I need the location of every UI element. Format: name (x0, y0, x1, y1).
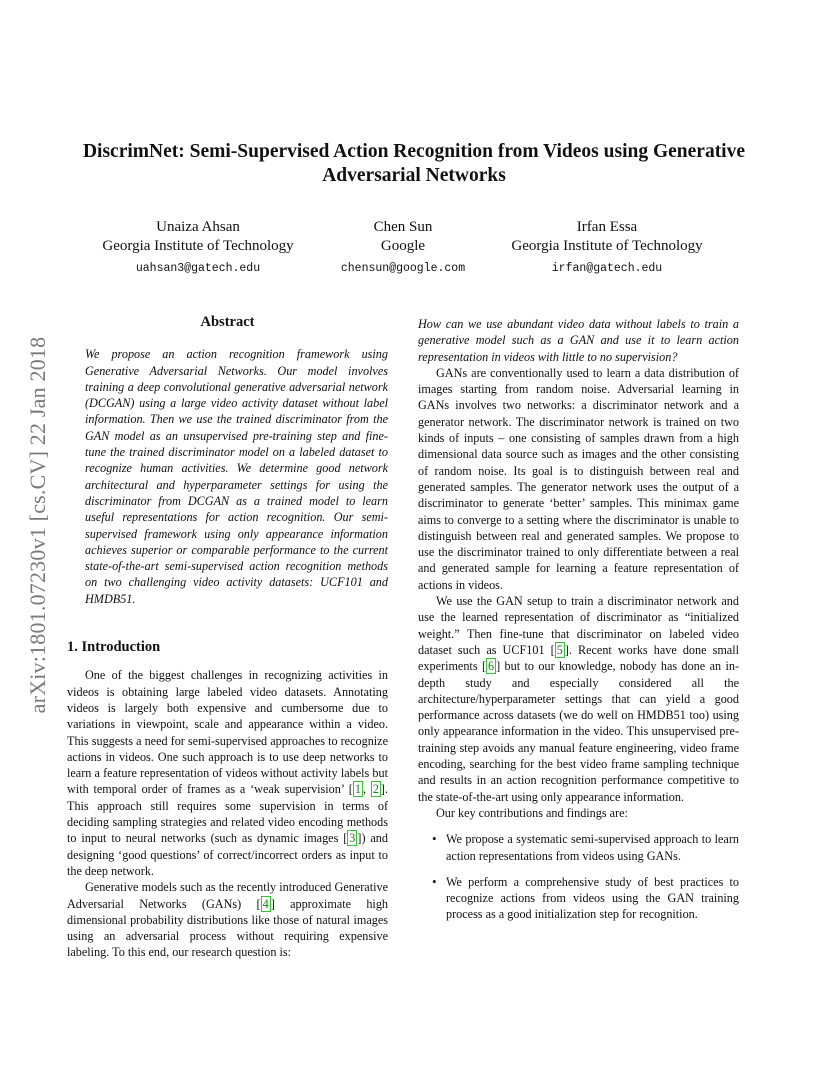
citation-link[interactable]: 6 (488, 659, 495, 674)
author-block (500, 218, 714, 278)
research-question: How can we use abundant video data without labels to train a generative model such as a GAN and use it to learn action representation in videos with little to no supervision? (418, 317, 739, 364)
list-item: • We perform a comprehensive study of best practices to recognize actions from videos using the GAN training process as a good initialization step for recognition. (446, 874, 739, 923)
arxiv-identifier-text: arXiv:1801.07230v1 [cs.CV] 22 Jan 2018 (25, 336, 50, 714)
author-affiliation: Georgia Institute of Technology (511, 238, 703, 254)
contributions-list (418, 831, 739, 922)
left-column (67, 314, 388, 961)
paragraph-text: ]. This approach still requires some supervision in terms of deciding sampling strategies and related video encoding methods to input to neural networks (such as dynamic images [ (67, 782, 389, 846)
paragraph-text: ]) and designing ‘good questions’ of correct/incorrect orders as input to the deep network. (67, 831, 388, 878)
author-email: uahsan3@gatech.edu (135, 262, 261, 275)
paragraph-text: We use the GAN setup to train a discriminator network and use the learned representation of discriminator as “initialized weight.” Then fine-tune that discriminator on labeled video dataset such as UCF101 [ (418, 594, 739, 657)
paragraph-text: ] approximate high dimensional probability distributions like those of natural images using an adversarial process without requiring expensive labeling. To this end, our research question is: (67, 896, 389, 960)
citation-link[interactable]: 5 (556, 642, 563, 657)
abstract-text: We propose an action recognition framework using Generative Adversarial Networks. Our model involves training a deep convolutional generative adversarial network (DCGAN) using a large video activity dataset without label information. Then we use the trained discriminator from the GAN model as an unsupervised pre-training step and fine-tune the trained discriminator model on a labeled dataset to recognize human activities. We determine good network architectural and hyperparameter settings for using the discriminator from DCGAN as a trained model to learn useful representations for action recognition. Our semi-supervised framework using only appearance information achieves superior or comparable performance to the current state-of-the-art semi-supervised action recognition methods on two challenging video activity datasets: UCF101 and HMDB51. (85, 347, 388, 606)
paragraph-text: ]. Recent works have done small experiments [ (418, 642, 739, 674)
author-affiliation: Georgia Institute of Technology (102, 238, 294, 254)
intro-paragraph-2-start (67, 879, 388, 960)
author-name: Chen Sun (373, 219, 433, 235)
paper-title: DiscrimNet: Semi-Supervised Action Recognition from Videos using Generative Adversarial Networks (82, 141, 746, 186)
author-block (92, 218, 304, 278)
citation-link[interactable]: 3 (349, 831, 356, 846)
citation-link[interactable]: 4 (262, 896, 269, 911)
intro-paragraph-5: Our key contributions and findings are: (436, 805, 628, 820)
author-affiliation: Google (380, 238, 426, 254)
right-column (418, 316, 739, 923)
citation-separator: , (362, 782, 371, 797)
arxiv-identifier (23, 290, 53, 760)
author-email: irfan@gatech.edu (551, 262, 663, 275)
citation-link[interactable]: 1 (354, 782, 361, 797)
paragraph-text: Generative models such as the recently introduced Generative Adversarial Networks (GANs) [ (67, 880, 388, 911)
section-heading-introduction: 1. Introduction (67, 639, 161, 656)
intro-paragraph-1 (67, 667, 388, 879)
author-block (322, 218, 484, 278)
abstract-heading: Abstract (200, 314, 255, 330)
intro-paragraph-3: GANs are conventionally used to learn a data distribution of images starting from random noise. Adversarial learning in GANs involves two networks: a discriminator network and a generator network. The discriminator network is trained on two kinds of inputs – one consisting of samples drawn from a high dimensional data source such as images and the other consisting of random noise. Its goal is to distinguish between real and generated samples. The generator network uses the output of a discriminator to generate ‘better’ samples. This minimax game aims to converge to a setting where the discriminator is unable to distinguish between real and generated samples. We propose to use the discriminator trained to only differentiate between a real and generated sample for learning a feature representation of actions in videos. (418, 365, 739, 592)
author-name: Irfan Essa (576, 219, 638, 235)
citation-link[interactable]: 2 (372, 782, 379, 797)
author-name: Unaiza Ahsan (156, 219, 240, 235)
list-item: • We propose a systematic semi-supervised approach to learn action representations from videos using GANs. (446, 831, 739, 864)
intro-paragraph-4 (418, 593, 739, 805)
author-email: chensun@google.com (340, 262, 466, 275)
paragraph-text: ] but to our knowledge, nobody has done an in-depth study and especially considered all the architecture/hyperparameter settings that can yield a good performance across datasets (we do well on HMDB51 too) using only appearance information in the video. This unsupervised pre-training step avoids any manual feature engineering, video frame encoding, searching for the best video frame sampling technique and results in an action recognition performance competitive to the state-of-the-art using only appearance information. (418, 659, 740, 804)
paragraph-text: One of the biggest challenges in recognizing activities in videos is obtaining large labeled video datasets. Annotating videos is largely both expensive and cumbersome due to variations in viewpoint, scale and appearance within a video. This suggests a need for semi-supervised approaches to recognize actions in videos. One such approach is to use deep networks to learn a feature representation of videos without activity labels but with temporal order of frames as a ‘weak supervision’ [ (67, 668, 388, 797)
